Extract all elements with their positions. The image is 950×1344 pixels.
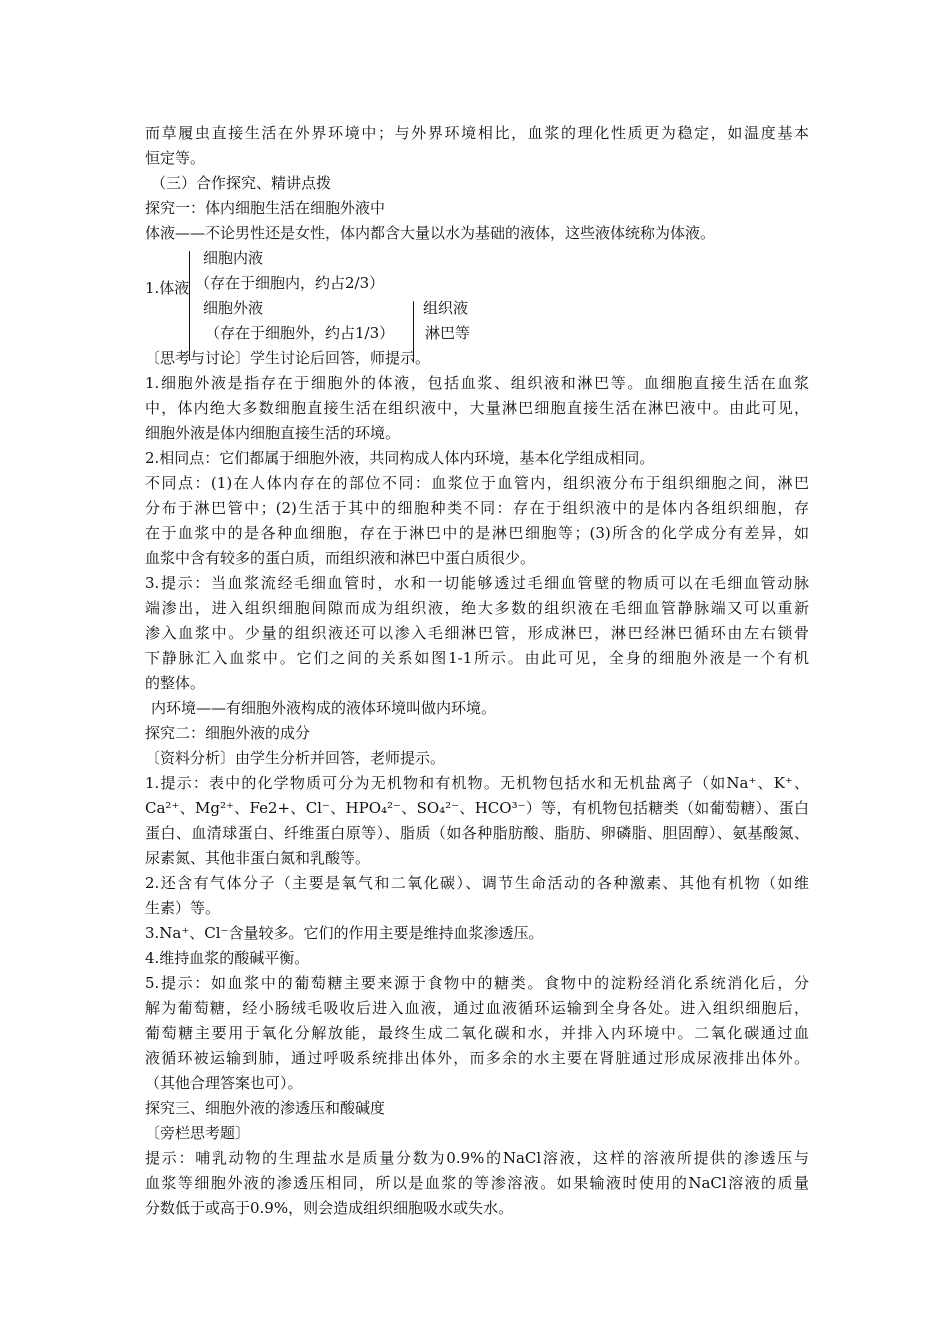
- text-line: 中，体内绝大多数细胞直接生活在组织液中，大量淋巴细胞直接生活在淋巴液中。由此可见，: [145, 399, 809, 417]
- text-line: 3.提示：当血浆流经毛细血管时，水和一切能够透过毛细血管壁的物质可以在毛细血管动脉: [145, 574, 809, 592]
- text-line: 体液——不论男性还是女性，体内都含大量以水为基础的液体，这些液体统称为体液。: [145, 224, 716, 242]
- text-line: 3.Na⁺、Cl⁻含量较多。它们的作用主要是维持血浆渗透压。: [145, 924, 544, 942]
- text-line: 细胞外液是体内细胞直接生活的环境。: [145, 424, 401, 442]
- text-line: 生素）等。: [145, 899, 221, 917]
- text-section-intro: [145, 121, 809, 246]
- text-line: 探究二：细胞外液的成分: [145, 724, 311, 742]
- text-line: 内环境——有细胞外液构成的液体环境叫做内环境。: [151, 699, 497, 717]
- text-section-body: [145, 346, 809, 1221]
- text-line: 恒定等。: [145, 149, 206, 167]
- text-line: 5.提示：如血浆中的葡萄糖主要来源于食物中的糖类。食物中的淀粉经消化系统消化后，分: [145, 974, 809, 992]
- text-line: 提示：哺乳动物的生理盐水是质量分数为0.9%的NaCl溶液，这样的溶液所提供的渗透压与: [145, 1149, 809, 1167]
- text-line: 血浆中含有较多的蛋白质，而组织液和淋巴中蛋白质很少。: [145, 549, 536, 567]
- text-line: （三）合作探究、精讲点拨: [151, 174, 332, 192]
- text-line: 〔思考与讨论〕学生讨论后回答，师提示。: [145, 349, 431, 367]
- text-line: 尿素氮、其他非蛋白氮和乳酸等。: [145, 849, 371, 867]
- brace-left-icon: [189, 251, 190, 361]
- text-line: 探究三、细胞外液的渗透压和酸碱度: [145, 1099, 386, 1117]
- text-line: 1.细胞外液是指存在于细胞外的体液，包括血浆、组织液和淋巴等。血细胞直接生活在血浆: [145, 374, 809, 392]
- text-line: 4.维持血浆的酸碱平衡。: [145, 949, 310, 967]
- text-line: 2.还含有气体分子（主要是氧气和二氧化碳）、调节生命活动的各种激素、其他有机物（如维: [145, 874, 809, 892]
- text-line: 〔旁栏思考题〕: [145, 1124, 251, 1142]
- body-fluid-diagram: [145, 246, 809, 346]
- diagram-intra-note: （存在于细胞内，约占2/3）: [195, 274, 385, 292]
- diagram-root: 1.体液: [145, 279, 190, 297]
- brace-right-icon: [413, 301, 414, 361]
- text-line: 端渗出，进入组织细胞间隙而成为组织液，绝大多数的组织液在毛细血管静脉端又可以重新: [145, 599, 809, 617]
- text-line: 血浆等细胞外液的渗透压相同，所以是血浆的等渗溶液。如果输液时使用的NaCl溶液的质量: [145, 1174, 809, 1192]
- document-page: [145, 121, 809, 1221]
- text-line: 解为葡萄糖，经小肠绒毛吸收后进入血液，通过血液循环运输到全身各处。进入组织细胞后，: [145, 999, 809, 1017]
- text-line: 的整体。: [145, 674, 206, 692]
- diagram-sub2: 淋巴等: [425, 324, 471, 342]
- text-line: 而草履虫直接生活在外界环境中；与外界环境相比，血浆的理化性质更为稳定，如温度基本: [145, 124, 809, 142]
- text-line: 液循环被运输到肺，通过呼吸系统排出体外，而多余的水主要在肾脏通过形成尿液排出体外。: [145, 1049, 809, 1067]
- text-line: 分布于淋巴管中；(2)生活于其中的细胞种类不同：存在于组织液中的是体内各组织细胞，存: [145, 499, 809, 517]
- diagram-sub1: 组织液: [423, 299, 469, 317]
- text-line: 在于血浆中的是各种血细胞，存在于淋巴中的是淋巴细胞等；(3)所含的化学成分有差异，如: [145, 524, 809, 542]
- text-line: 渗入血浆中。少量的组织液还可以渗入毛细淋巴管，形成淋巴，淋巴经淋巴循环由左右锁骨: [145, 624, 809, 642]
- text-line: 分数低于或高于0.9%，则会造成组织细胞吸水或失水。: [145, 1199, 514, 1217]
- diagram-intra: 细胞内液: [203, 249, 264, 267]
- text-line: 不同点：(1)在人体内存在的部位不同：血浆位于血管内，组织液分布于组织细胞之间，淋巴: [145, 474, 809, 492]
- text-line: 1.提示：表中的化学物质可分为无机物和有机物。无机物包括水和无机盐离子（如Na⁺、K⁺、: [145, 774, 809, 792]
- text-line: 下静脉汇入血浆中。它们之间的关系如图1-1所示。由此可见，全身的细胞外液是一个有机: [145, 649, 809, 667]
- text-line: （其他合理答案也可）。: [145, 1074, 303, 1092]
- diagram-extra: 细胞外液: [203, 299, 264, 317]
- text-line: 葡萄糖主要用于氧化分解放能，最终生成二氧化碳和水，并排入内环境中。二氧化碳通过血: [145, 1024, 809, 1042]
- text-line: 探究一：体内细胞生活在细胞外液中: [145, 199, 386, 217]
- text-line: 2.相同点：它们都属于细胞外液，共同构成人体内环境，基本化学组成相同。: [145, 449, 655, 467]
- text-line: 蛋白、血清球蛋白、纤维蛋白原等）、脂质（如各种脂肪酸、脂肪、卵磷脂、胆固醇）、氨基酸氮、: [145, 824, 809, 842]
- text-line: Ca²⁺、Mg²⁺、Fe2+、Cl⁻、HPO₄²⁻、SO₄²⁻、HCO³⁻）等，有机物包括糖类（如葡萄糖）、蛋白: [145, 799, 809, 817]
- diagram-extra-note: （存在于细胞外，约占1/3）: [205, 324, 395, 342]
- text-line: 〔资料分析〕由学生分析并回答，老师提示。: [145, 749, 446, 767]
